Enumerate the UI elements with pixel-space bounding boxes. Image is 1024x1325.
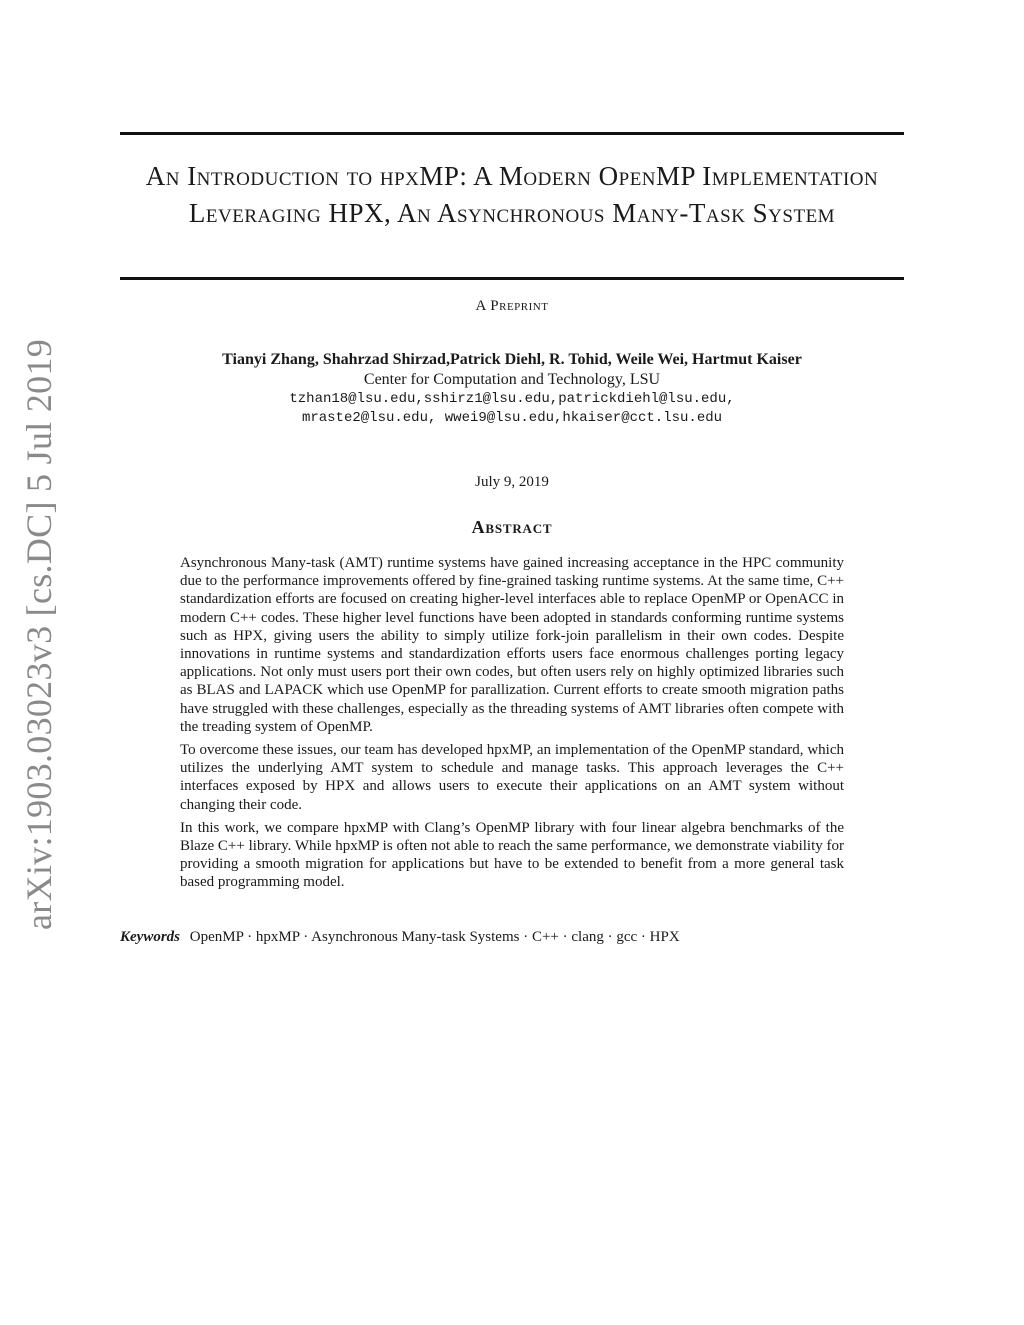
keywords-line <box>120 928 904 946</box>
abstract-body <box>180 554 844 897</box>
title-top-rule <box>120 132 904 135</box>
abstract-paragraph: To overcome these issues, our team has developed hpxMP, an implementation of the OpenMP standard, which utilizes the underlying AMT system to schedule and manage tasks. This approach leverages the C++ interfaces exposed by HPX and allows users to execute their applications on an AMT system without changing their code. <box>180 742 844 813</box>
publication-date: July 9, 2019 <box>475 474 549 490</box>
preprint-label: A Preprint <box>475 298 549 314</box>
paper-title: An Introduction to hpxMP: A Modern OpenMP Implementation Leveraging HPX, An Asynchronous Many-Task System <box>145 161 879 228</box>
affiliation: Center for Computation and Technology, LSU <box>363 371 661 388</box>
author-block <box>120 350 904 428</box>
arxiv-identifier-stamp: arXiv:1903.03023v3 [cs.DC] 5 Jul 2019 <box>19 338 59 930</box>
email-line-2: mraste2@lsu.edu, wwei9@lsu.edu,hkaiser@cct.lsu.edu <box>301 410 723 426</box>
abstract-heading: Abstract <box>471 517 553 537</box>
abstract-paragraph: Asynchronous Many-task (AMT) runtime systems have gained increasing acceptance in the HPC community due to the performance improvements offered by fine-grained tasking runtime systems. At the same time, C++ standardization efforts are focused on creating higher-level interfaces able to replace OpenMP or OpenACC in modern C++ codes. These higher level functions have been adopted in standards conforming runtime systems such as HPX, giving users the ability to simply utilize fork-join parallelism in their own codes. Despite innovations in runtime systems and standardization efforts users face enormous challenges porting legacy applications. Not only must users port their own codes, but often users rely on highly optimized libraries such as BLAS and LAPACK which use OpenMP for parallization. Current efforts to create smooth migration paths have struggled with these challenges, especially as the threading systems of AMT libraries often compete with the treading system of OpenMP. <box>180 555 844 735</box>
author-list: Tianyi Zhang, Shahrzad Shirzad,Patrick Diehl, R. Tohid, Weile Wei, Hartmut Kaiser <box>222 351 802 368</box>
keywords-list: OpenMP · hpxMP · Asynchronous Many-task Systems · C++ · clang · gcc · HPX <box>189 929 680 945</box>
email-line-1: tzhan18@lsu.edu,sshirz1@lsu.edu,patrickdiehl@lsu.edu, <box>289 391 735 407</box>
abstract-paragraph: In this work, we compare hpxMP with Clang’s OpenMP library with four linear algebra benchmarks of the Blaze C++ library. While hpxMP is often not able to reach the same performance, we demonstrate viability for providing a smooth migration for applications but have to be extended to benefit from a more general task based programming model. <box>180 819 844 891</box>
title-bottom-rule <box>120 277 904 280</box>
keywords-label: Keywords <box>120 929 180 945</box>
